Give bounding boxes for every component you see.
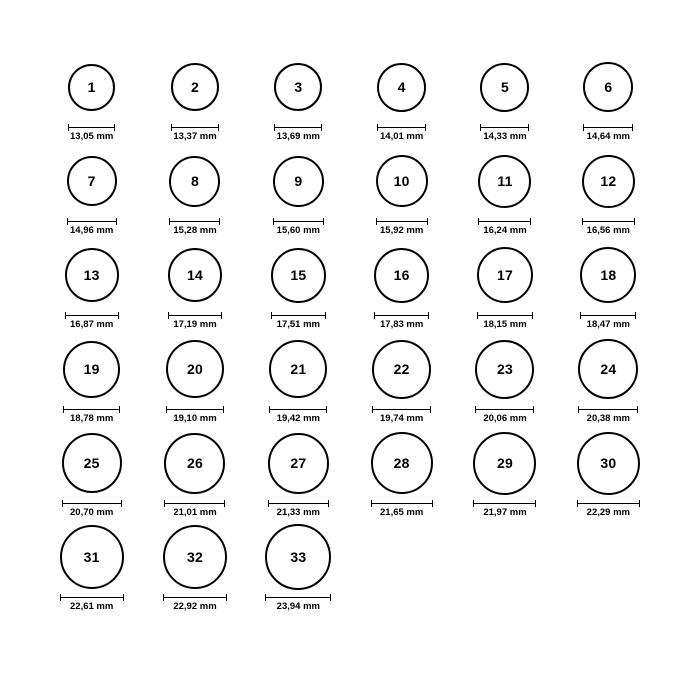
ring-circle — [583, 62, 633, 112]
ring-diameter-line — [477, 315, 533, 316]
ring-cell[interactable] — [473, 428, 536, 522]
ring-measure — [168, 312, 222, 330]
ring-measure — [67, 218, 117, 236]
ring-diameter-bar — [374, 312, 429, 319]
ring-circle-wrap — [60, 522, 124, 592]
ring-measure — [163, 594, 227, 612]
ring-size-label: 22 — [393, 361, 410, 377]
ring-diameter-line — [273, 221, 324, 222]
ring-diameter-label: 17,19 mm — [173, 319, 217, 330]
ring-measure — [582, 218, 635, 236]
ring-diameter-label: 20,06 mm — [483, 413, 527, 424]
ring-cell[interactable] — [578, 334, 638, 428]
ring-diameter-line — [169, 221, 220, 222]
ring-diameter-line — [583, 127, 633, 128]
ring-diameter-bar — [60, 594, 124, 601]
ring-diameter-bar — [169, 218, 220, 225]
ring-cell[interactable] — [65, 240, 119, 334]
ring-diameter-label: 21,01 mm — [173, 507, 217, 518]
ring-diameter-line — [480, 127, 529, 128]
ring-cell[interactable] — [477, 240, 533, 334]
ring-cell[interactable] — [67, 146, 117, 240]
ring-circle — [68, 64, 115, 111]
ring-circle — [374, 248, 429, 303]
ring-diameter-label: 17,83 mm — [380, 319, 424, 330]
ring-diameter-label: 14,01 mm — [380, 131, 424, 142]
ring-diameter-line — [166, 409, 224, 410]
ring-cell[interactable] — [273, 146, 324, 240]
ring-measure — [60, 594, 124, 612]
ring-circle — [169, 156, 220, 207]
ring-diameter-bar — [164, 500, 225, 507]
ring-circle — [163, 525, 227, 589]
ring-circle — [265, 524, 331, 590]
ring-circle-wrap — [166, 334, 224, 404]
ring-circle-wrap — [480, 52, 529, 122]
ring-diameter-bar — [578, 406, 638, 413]
ring-measure — [478, 218, 531, 236]
ring-diameter-bar — [371, 500, 433, 507]
ring-circle-wrap — [582, 146, 635, 216]
ring-circle — [371, 432, 433, 494]
ring-diameter-label: 15,92 mm — [380, 225, 424, 236]
ring-cell[interactable] — [268, 428, 329, 522]
ring-circle-wrap — [274, 52, 322, 122]
ring-circle-wrap — [477, 240, 533, 310]
ring-circle — [475, 340, 534, 399]
ring-diameter-line — [578, 409, 638, 410]
ring-cell[interactable] — [582, 146, 635, 240]
ring-circle-wrap — [163, 522, 227, 592]
ring-measure — [475, 406, 534, 424]
ring-measure — [68, 124, 115, 142]
ring-size-label: 18 — [600, 267, 617, 283]
ring-diameter-bar — [65, 312, 119, 319]
ring-circle-wrap — [273, 146, 324, 216]
ring-measure — [62, 500, 122, 518]
ring-cell[interactable] — [171, 52, 219, 146]
ring-diameter-bar — [583, 124, 633, 131]
ring-diameter-bar — [63, 406, 120, 413]
ring-diameter-bar — [271, 312, 326, 319]
ring-diameter-line — [164, 503, 225, 504]
ring-circle-wrap — [371, 428, 433, 498]
ring-diameter-label: 13,05 mm — [70, 131, 114, 142]
ring-measure — [477, 312, 533, 330]
ring-diameter-label: 15,60 mm — [276, 225, 320, 236]
ring-circle — [63, 341, 120, 398]
ring-circle — [477, 247, 533, 303]
ring-circle-wrap — [268, 428, 329, 498]
ring-measure — [171, 124, 219, 142]
ring-circle-wrap — [63, 334, 120, 404]
ring-diameter-bar — [268, 500, 329, 507]
ring-diameter-bar — [68, 124, 115, 131]
ring-diameter-line — [274, 127, 322, 128]
ring-diameter-bar — [376, 218, 428, 225]
ring-diameter-line — [65, 315, 119, 316]
ring-diameter-line — [582, 221, 635, 222]
ring-diameter-line — [475, 409, 534, 410]
ring-diameter-bar — [475, 406, 534, 413]
ring-circle — [473, 432, 536, 495]
ring-diameter-line — [271, 315, 326, 316]
ring-size-label: 27 — [290, 455, 307, 471]
ring-measure — [577, 500, 640, 518]
ring-circle — [65, 248, 119, 302]
ring-diameter-line — [67, 221, 117, 222]
ring-diameter-bar — [166, 406, 224, 413]
ring-diameter-line — [265, 597, 331, 598]
ring-cell[interactable] — [274, 52, 322, 146]
ring-circle-wrap — [271, 240, 326, 310]
ring-diameter-line — [63, 409, 120, 410]
ring-size-label: 8 — [190, 173, 199, 189]
ring-measure — [271, 312, 326, 330]
ring-measure — [265, 594, 331, 612]
ring-diameter-line — [473, 503, 536, 504]
ring-circle-wrap — [164, 428, 225, 498]
ring-size-label: 5 — [500, 79, 509, 95]
ring-measure — [268, 500, 329, 518]
ring-circle-wrap — [577, 428, 640, 498]
ring-size-label: 24 — [600, 361, 617, 377]
ring-diameter-line — [268, 503, 329, 504]
ring-diameter-line — [168, 315, 222, 316]
ring-cell[interactable] — [166, 334, 224, 428]
ring-circle-wrap — [269, 334, 327, 404]
ring-circle-wrap — [68, 52, 115, 122]
ring-diameter-bar — [67, 218, 117, 225]
ring-measure — [480, 124, 529, 142]
ring-diameter-line — [377, 127, 426, 128]
ring-size-label: 2 — [190, 79, 199, 95]
ring-circle — [577, 432, 640, 495]
ring-diameter-label: 20,70 mm — [70, 507, 114, 518]
ring-size-label: 13 — [83, 267, 100, 283]
ring-diameter-label: 20,38 mm — [586, 413, 630, 424]
ring-size-label: 25 — [83, 455, 100, 471]
ring-circle — [67, 156, 117, 206]
ring-size-label: 17 — [496, 267, 513, 283]
ring-cell[interactable] — [164, 428, 225, 522]
ring-diameter-label: 21,65 mm — [380, 507, 424, 518]
ring-diameter-bar — [582, 218, 635, 225]
ring-measure — [583, 124, 633, 142]
ring-diameter-bar — [163, 594, 227, 601]
ring-circle-wrap — [578, 334, 638, 404]
ring-diameter-bar — [171, 124, 219, 131]
ring-diameter-label: 16,56 mm — [586, 225, 630, 236]
ring-diameter-bar — [274, 124, 322, 131]
ring-circle-wrap — [62, 428, 122, 498]
ring-cell[interactable] — [583, 52, 633, 146]
ring-measure — [371, 500, 433, 518]
ring-diameter-label: 16,24 mm — [483, 225, 527, 236]
ring-measure — [372, 406, 431, 424]
ring-diameter-label: 23,94 mm — [276, 601, 320, 612]
ring-circle-wrap — [377, 52, 426, 122]
ring-size-label: 26 — [186, 455, 203, 471]
ring-diameter-label: 19,74 mm — [380, 413, 424, 424]
ring-diameter-bar — [62, 500, 122, 507]
ring-grid — [40, 52, 660, 616]
ring-circle-wrap — [583, 52, 633, 122]
ring-circle — [580, 247, 636, 303]
ring-circle — [578, 339, 638, 399]
ring-circle-wrap — [478, 146, 531, 216]
ring-diameter-bar — [477, 312, 533, 319]
ring-diameter-label: 21,33 mm — [276, 507, 320, 518]
ring-cell[interactable] — [169, 146, 220, 240]
ring-diameter-bar — [473, 500, 536, 507]
ring-circle-wrap — [67, 146, 117, 216]
ring-size-label: 31 — [83, 549, 100, 565]
ring-diameter-line — [478, 221, 531, 222]
ring-diameter-label: 22,61 mm — [70, 601, 114, 612]
ring-diameter-bar — [265, 594, 331, 601]
ring-size-label: 32 — [186, 549, 203, 565]
ring-cell[interactable] — [480, 52, 529, 146]
ring-cell[interactable] — [269, 334, 327, 428]
ring-size-label: 1 — [87, 79, 96, 95]
ring-cell[interactable] — [580, 240, 636, 334]
ring-measure — [166, 406, 224, 424]
ring-diameter-label: 15,28 mm — [173, 225, 217, 236]
ring-diameter-bar — [478, 218, 531, 225]
ring-size-label: 3 — [294, 79, 303, 95]
ring-size-label: 21 — [290, 361, 307, 377]
ring-size-label: 23 — [496, 361, 513, 377]
ring-diameter-line — [371, 503, 433, 504]
ring-size-label: 29 — [496, 455, 513, 471]
ring-circle — [171, 63, 219, 111]
ring-diameter-line — [171, 127, 219, 128]
ring-size-label: 20 — [186, 361, 203, 377]
ring-size-label: 12 — [600, 173, 617, 189]
ring-size-label: 6 — [604, 79, 613, 95]
ring-cell[interactable] — [376, 146, 428, 240]
ring-measure — [580, 312, 636, 330]
ring-measure — [273, 218, 324, 236]
ring-diameter-line — [376, 221, 428, 222]
ring-diameter-label: 19,42 mm — [276, 413, 320, 424]
ring-diameter-line — [580, 315, 636, 316]
ring-circle-wrap — [374, 240, 429, 310]
ring-circle — [60, 525, 124, 589]
ring-cell[interactable] — [63, 334, 120, 428]
ring-measure — [377, 124, 426, 142]
ring-diameter-line — [163, 597, 227, 598]
ring-cell[interactable] — [62, 428, 122, 522]
ring-circle-wrap — [168, 240, 222, 310]
ring-diameter-label: 18,78 mm — [70, 413, 114, 424]
ring-diameter-label: 21,97 mm — [483, 507, 527, 518]
ring-measure — [473, 500, 536, 518]
ring-diameter-label: 22,29 mm — [586, 507, 630, 518]
ring-circle — [164, 433, 225, 494]
ring-cell[interactable] — [478, 146, 531, 240]
ring-diameter-line — [269, 409, 327, 410]
ring-circle — [478, 155, 531, 208]
ring-circle-wrap — [473, 428, 536, 498]
ring-circle — [269, 340, 327, 398]
ring-diameter-label: 13,37 mm — [173, 131, 217, 142]
ring-circle — [271, 248, 326, 303]
ring-size-label: 4 — [397, 79, 406, 95]
ring-diameter-label: 18,47 mm — [586, 319, 630, 330]
ring-diameter-label: 14,96 mm — [70, 225, 114, 236]
ring-cell[interactable] — [163, 522, 227, 616]
ring-cell[interactable] — [271, 240, 326, 334]
ring-diameter-line — [68, 127, 115, 128]
ring-size-label: 16 — [393, 267, 410, 283]
ring-size-label: 33 — [290, 549, 307, 565]
ring-diameter-bar — [372, 406, 431, 413]
ring-size-label: 11 — [497, 173, 513, 189]
ring-measure — [63, 406, 120, 424]
ring-measure — [169, 218, 220, 236]
ring-diameter-bar — [377, 124, 426, 131]
ring-circle-wrap — [169, 146, 220, 216]
ring-circle — [273, 156, 324, 207]
ring-measure — [269, 406, 327, 424]
ring-size-label: 7 — [87, 173, 96, 189]
ring-cell[interactable] — [60, 522, 124, 616]
ring-circle — [480, 63, 529, 112]
ring-circle — [376, 155, 428, 207]
ring-measure — [374, 312, 429, 330]
ring-diameter-label: 17,51 mm — [276, 319, 320, 330]
ring-diameter-label: 19,10 mm — [173, 413, 217, 424]
ring-diameter-bar — [480, 124, 529, 131]
ring-diameter-label: 18,15 mm — [483, 319, 527, 330]
ring-diameter-bar — [577, 500, 640, 507]
ring-diameter-label: 16,87 mm — [70, 319, 114, 330]
ring-cell[interactable] — [168, 240, 222, 334]
ring-diameter-line — [62, 503, 122, 504]
ring-size-label: 28 — [393, 455, 410, 471]
ring-diameter-bar — [269, 406, 327, 413]
ring-circle — [168, 248, 222, 302]
ring-circle-wrap — [171, 52, 219, 122]
ring-diameter-label: 14,64 mm — [586, 131, 630, 142]
ring-measure — [376, 218, 428, 236]
ring-circle-wrap — [372, 334, 431, 404]
ring-diameter-line — [577, 503, 640, 504]
ring-diameter-bar — [168, 312, 222, 319]
ring-diameter-label: 14,33 mm — [483, 131, 527, 142]
ring-cell[interactable] — [475, 334, 534, 428]
ring-cell[interactable] — [577, 428, 640, 522]
ring-circle — [582, 155, 635, 208]
ring-measure — [274, 124, 322, 142]
ring-measure — [578, 406, 638, 424]
ring-circle — [372, 340, 431, 399]
ring-circle-wrap — [265, 522, 331, 592]
ring-cell[interactable] — [372, 334, 431, 428]
ring-circle — [62, 433, 122, 493]
ring-circle — [166, 340, 224, 398]
ring-measure — [65, 312, 119, 330]
ring-diameter-label: 13,69 mm — [276, 131, 320, 142]
ring-cell[interactable] — [374, 240, 429, 334]
ring-size-label: 19 — [83, 361, 100, 377]
ring-measure — [164, 500, 225, 518]
ring-circle-wrap — [376, 146, 428, 216]
ring-size-label: 10 — [393, 173, 410, 189]
ring-cell[interactable] — [371, 428, 433, 522]
ring-cell[interactable] — [377, 52, 426, 146]
ring-diameter-line — [372, 409, 431, 410]
ring-circle — [377, 63, 426, 112]
ring-size-label: 9 — [294, 173, 303, 189]
ring-circle — [274, 63, 322, 111]
ring-circle-wrap — [580, 240, 636, 310]
ring-circle-wrap — [475, 334, 534, 404]
ring-diameter-line — [374, 315, 429, 316]
ring-diameter-line — [60, 597, 124, 598]
ring-circle-wrap — [65, 240, 119, 310]
ring-size-label: 15 — [290, 267, 307, 283]
ring-size-label: 14 — [186, 267, 203, 283]
ring-size-label: 30 — [600, 455, 617, 471]
ring-cell[interactable] — [68, 52, 115, 146]
ring-cell[interactable] — [265, 522, 331, 616]
ring-diameter-label: 22,92 mm — [173, 601, 217, 612]
ring-diameter-bar — [273, 218, 324, 225]
ring-circle — [268, 433, 329, 494]
ring-diameter-bar — [580, 312, 636, 319]
